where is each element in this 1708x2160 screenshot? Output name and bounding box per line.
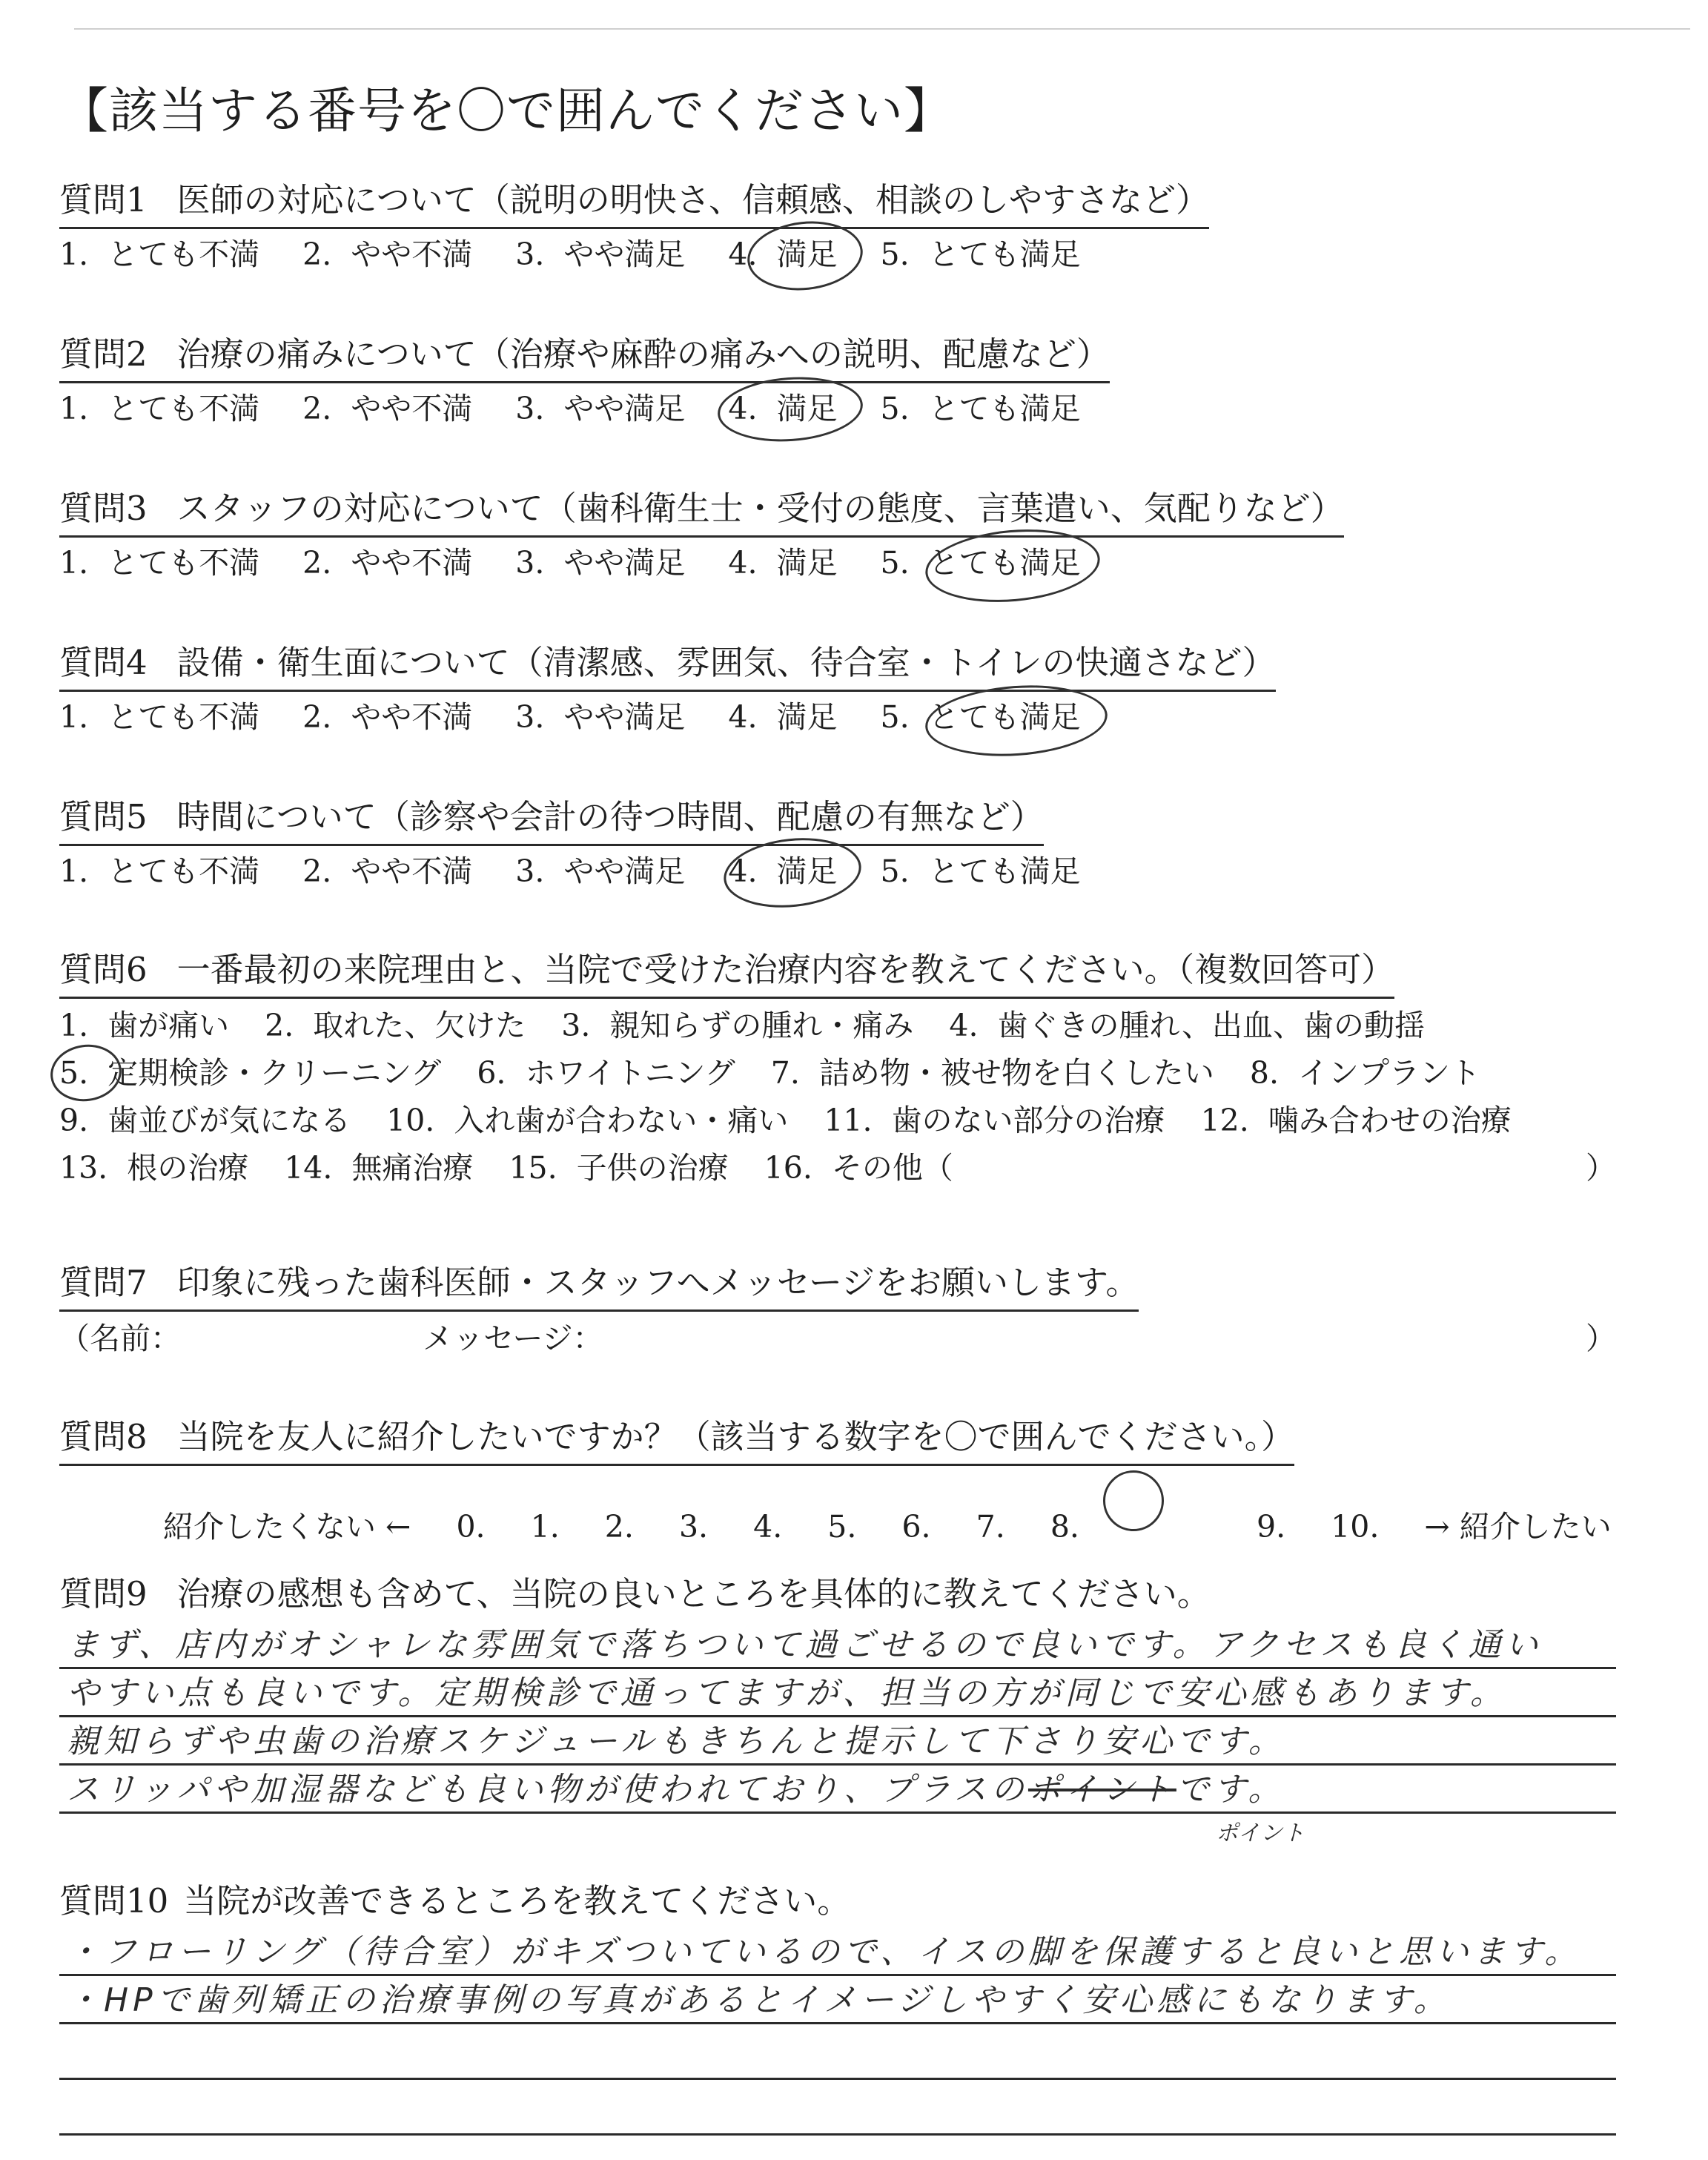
message-close-paren: ） [1586, 1321, 1616, 1356]
question-8-heading [59, 1415, 1294, 1466]
question-6-heading [59, 948, 1394, 999]
question-7 [59, 1261, 1616, 1359]
question-3-heading [59, 486, 1344, 538]
answer-options [59, 851, 1124, 892]
question-10-heading [59, 1879, 850, 1923]
option-2[interactable]: 2. やや不満 [302, 545, 473, 581]
option-4[interactable]: 4. 満足 [728, 388, 837, 429]
scale-value-4[interactable]: 4. [753, 1509, 783, 1545]
question-text: 医師の対応について（説明の明快さ、信頼感、相談のしやすさなど） [176, 180, 1209, 219]
question-4 [59, 641, 1276, 738]
answer-line[interactable] [59, 2080, 1616, 2136]
answer-lines-q10 [59, 1928, 1616, 2136]
question-text: スタッフの対応について（歯科衛生士・受付の態度、言葉遣い、気配りなど） [176, 489, 1344, 528]
option-3[interactable]: 3. 親知らずの腫れ・痛み [561, 1008, 914, 1043]
top-border [74, 28, 1690, 30]
option-15[interactable]: 15. 子供の治療 [509, 1150, 729, 1186]
question-6 [59, 948, 1616, 1192]
answer-options [59, 234, 1209, 275]
handwritten-correction: ポイント [1216, 1820, 1305, 1846]
option-5[interactable]: 5. とても満足 [880, 237, 1081, 272]
question-10 [59, 1879, 850, 1923]
question-number: 質問2 [59, 334, 148, 374]
message-label: メッセージ： [423, 1321, 603, 1356]
answer-line[interactable] [59, 1766, 1616, 1846]
option-13[interactable]: 13. 根の治療 [59, 1150, 249, 1186]
option-1[interactable]: 1. とても不満 [59, 853, 260, 889]
scale-value-2[interactable]: 2. [604, 1509, 634, 1545]
option-1[interactable]: 1. 歯が痛い [59, 1008, 230, 1043]
question-number: 質問8 [59, 1417, 148, 1456]
question-5 [59, 795, 1124, 892]
option-1[interactable]: 1. とても不満 [59, 545, 260, 581]
option-4[interactable]: 4. 満足 [728, 545, 838, 581]
question-number: 質問4 [59, 643, 148, 682]
option-3[interactable]: 3. やや満足 [515, 853, 686, 889]
question-number: 質問5 [59, 797, 148, 836]
question-2 [59, 332, 1124, 429]
question-2-heading [59, 332, 1110, 383]
option-2[interactable]: 2. やや不満 [302, 391, 473, 426]
option-2[interactable]: 2. 取れた、欠けた [265, 1008, 526, 1043]
option-1[interactable]: 1. とても不満 [59, 699, 260, 735]
answer-line[interactable] [59, 2024, 1616, 2080]
option-3[interactable]: 3. やや満足 [515, 699, 686, 735]
option-1[interactable]: 1. とても不満 [59, 391, 260, 426]
option-5[interactable]: 5. とても満足 [881, 696, 1081, 738]
answer-options [59, 542, 1344, 584]
option-row [59, 1097, 1616, 1144]
question-number: 質問10 [59, 1881, 169, 1920]
answer-line[interactable] [59, 1928, 1616, 1976]
name-label: （名前： [59, 1321, 181, 1356]
option-4[interactable]: 4. 歯ぐきの腫れ、出血、歯の動揺 [949, 1008, 1425, 1043]
question-text: 治療の痛みについて（治療や麻酔の痛みへの説明、配慮など） [176, 334, 1110, 374]
scale-value-3[interactable]: 3. [678, 1509, 709, 1545]
option-2[interactable]: 2. やや不満 [302, 237, 473, 272]
option-4[interactable]: 4. 満足 [728, 234, 837, 275]
question-text: 当院が改善できるところを教えてください。 [183, 1881, 851, 1920]
handwritten-answer: スリッパや加湿器なども良い物が使われており、プラスのポイントです。 [67, 1771, 1285, 1809]
question-9-heading [59, 1572, 1211, 1616]
question-7-heading [59, 1261, 1139, 1312]
answer-line[interactable] [59, 1669, 1616, 1717]
option-5[interactable]: 5. 定期検診・クリーニング [59, 1049, 441, 1097]
option-row [59, 1144, 1616, 1192]
question-1-heading [59, 178, 1209, 229]
question-text: 当院を友人に紹介したいですか？（該当する数字を〇で囲んでください。） [176, 1417, 1295, 1456]
question-number: 質問6 [59, 950, 148, 989]
answer-options [59, 1002, 1616, 1192]
option-6[interactable]: 6. ホワイトニング [477, 1055, 735, 1091]
question-number: 質問7 [59, 1263, 148, 1302]
question-8 [59, 1415, 1647, 1549]
question-text: 一番最初の来院理由と、当院で受けた治療内容を教えてください。（複数回答可） [176, 950, 1395, 989]
scale-value-7[interactable]: 7. [976, 1509, 1005, 1545]
option-12[interactable]: 12. 噛み合わせの治療 [1200, 1103, 1512, 1138]
option-3[interactable]: 3. やや満足 [515, 237, 686, 272]
handwritten-answer: ・フローリング（待合室）がキズついているので、イスの脚を保護すると良いと思います。 [67, 1933, 1582, 1971]
scale-value-9[interactable]: 9. [1256, 1509, 1286, 1545]
option-16[interactable]: 16. その他（ [764, 1150, 953, 1186]
option-8[interactable]: 8. インプラント [1249, 1055, 1480, 1091]
option-1[interactable]: 1. とても不満 [59, 237, 260, 272]
scale-value-1[interactable]: 1. [530, 1509, 560, 1545]
question-1 [59, 178, 1209, 275]
question-number: 質問9 [59, 1574, 148, 1614]
option-10[interactable]: 10. 入れ歯が合わない・痛い [386, 1103, 789, 1138]
answer-lines-q9 [59, 1621, 1616, 1846]
question-text: 時間について（診察や会計の待つ時間、配慮の有無など） [176, 797, 1044, 836]
option-5[interactable]: 5. とても満足 [881, 542, 1081, 584]
option-3[interactable]: 3. やや満足 [515, 391, 686, 426]
option-3[interactable]: 3. やや満足 [515, 545, 686, 581]
answer-line[interactable] [59, 1717, 1616, 1766]
option-row [59, 1002, 1616, 1049]
answer-options [59, 696, 1276, 738]
option-14[interactable]: 14. 無痛治療 [284, 1150, 474, 1186]
question-number: 質問1 [59, 180, 148, 219]
handwritten-answer: まず、店内がオシャレな雰囲気で落ちついて過ごせるので良いです。アクセスも良く通い [67, 1626, 1543, 1664]
answer-options [59, 388, 1124, 429]
scale-left-label: 紹介したくない ← [163, 1509, 411, 1545]
handwritten-answer: ・HPで歯列矯正の治療事例の写真があるとイメージしやすく安心感にもなります。 [67, 1981, 1451, 2019]
question-text: 治療の感想も含めて、当院の良いところを具体的に教えてください。 [176, 1574, 1211, 1614]
scale-value-6[interactable]: 6. [901, 1509, 931, 1545]
scale-value-5[interactable]: 5. [827, 1509, 857, 1545]
question-4-heading [59, 641, 1276, 692]
option-2[interactable]: 2. やや不満 [302, 853, 473, 889]
question-number: 質問3 [59, 489, 148, 528]
scale-value-10[interactable]: 10. [1331, 1509, 1380, 1545]
option-row [59, 1049, 1616, 1097]
struck-out-word: ポイント [1027, 1771, 1176, 1809]
question-5-heading [59, 795, 1044, 846]
other-close-paren: ） [1586, 1150, 1616, 1186]
recommend-scale [163, 1476, 1647, 1549]
option-11[interactable]: 11. 歯のない部分の治療 [824, 1103, 1165, 1138]
option-7[interactable]: 7. 詰め物・被せ物を白くしたい [770, 1055, 1214, 1091]
scale-right-label: → 紹介したい [1424, 1509, 1612, 1545]
page-title: 【該当する番号を〇で囲んでください】 [59, 82, 953, 139]
option-5[interactable]: 5. とても満足 [880, 391, 1081, 426]
handwritten-answer: 親知らずや虫歯の治療スケジュールもきちんと提示して下さり安心です。 [67, 1723, 1285, 1760]
handwritten-answer: やすい点も良いです。定期検診で通ってますが、担当の方が同じで安心感もあります。 [67, 1674, 1507, 1712]
scale-value-8[interactable]: 8. [1050, 1476, 1211, 1549]
option-4[interactable]: 4. 満足 [728, 699, 838, 735]
question-text: 設備・衛生面について（清潔感、雰囲気、待合室・トイレの快適さなど） [176, 643, 1276, 682]
question-3 [59, 486, 1344, 584]
answer-line[interactable] [59, 1621, 1616, 1669]
option-2[interactable]: 2. やや不満 [302, 699, 473, 735]
option-4[interactable]: 4. 満足 [728, 851, 837, 892]
scale-value-0[interactable]: 0. [456, 1509, 486, 1545]
option-9[interactable]: 9. 歯並びが気になる [59, 1103, 351, 1138]
option-5[interactable]: 5. とても満足 [880, 853, 1081, 889]
circled-answer-mark [1103, 1470, 1164, 1531]
message-row [59, 1318, 1616, 1359]
question-9 [59, 1572, 1211, 1616]
question-text: 印象に残った歯科医師・スタッフへメッセージをお願いします。 [176, 1263, 1139, 1302]
answer-line[interactable] [59, 1976, 1616, 2024]
